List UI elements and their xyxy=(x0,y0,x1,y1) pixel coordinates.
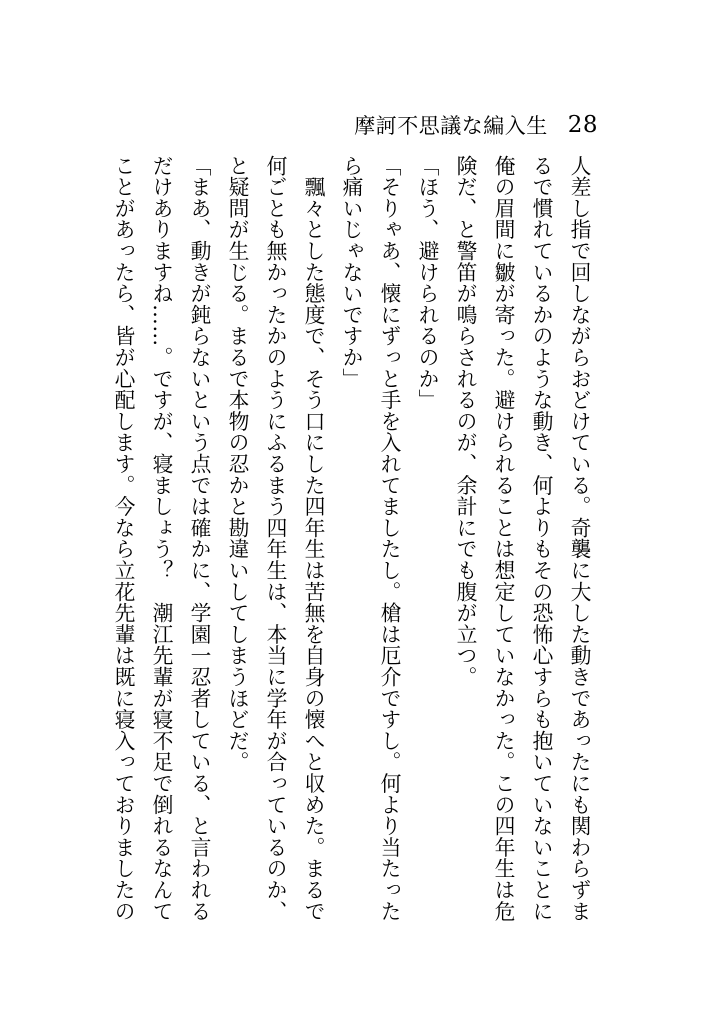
text-line: 人差し指で回しながらおどけている。奇襲に大した動きであったにも関わらずま xyxy=(567,155,591,922)
vertical-body-text xyxy=(111,155,598,922)
text-line: ら痛いじゃないですか」 xyxy=(339,155,363,390)
book-title: 摩訶不思議な編入生 xyxy=(354,114,548,138)
text-line: 険だ、と警笛が鳴らされるのが、余計にでも腹が立つ。 xyxy=(453,155,477,688)
text-line: だけありますね……。ですが、寝ましょう？ 潮江先輩が寝不足で倒れるなんて xyxy=(149,155,173,922)
text-line: 「そりゃあ、懐にずっと手を入れてましたし。槍は厄介ですし。何より当たった xyxy=(377,155,401,922)
text-line: 「まあ、動きが鈍らないという点では確かに、学園一忍者している、と言われる xyxy=(187,155,211,922)
text-line: と疑問が生じる。まるで本物の忍かと勘違いしてしまうほどだ。 xyxy=(225,155,249,773)
text-line: 飄々とした態度で、そう口にした四年生は苦無を自身の懐へと収めた。まるで xyxy=(301,155,325,922)
text-line: 何ごとも無かったかのようにふるまう四年生は、本当に学年が合っているのか、 xyxy=(263,155,287,922)
running-header xyxy=(354,110,598,140)
page-number: 28 xyxy=(567,112,598,138)
text-line: 俺の眉間に皺が寄った。避けられることは想定していなかった。この四年生は危 xyxy=(491,155,515,922)
text-line: るで慣れているかのような動き、何よりもその恐怖心すらも抱いていないことに xyxy=(529,155,553,922)
text-line: 「ほう、避けられるのか」 xyxy=(415,155,439,411)
text-line: ことがあったら、皆が心配します。今なら立花先輩は既に寝入っておりましたの xyxy=(111,155,135,922)
